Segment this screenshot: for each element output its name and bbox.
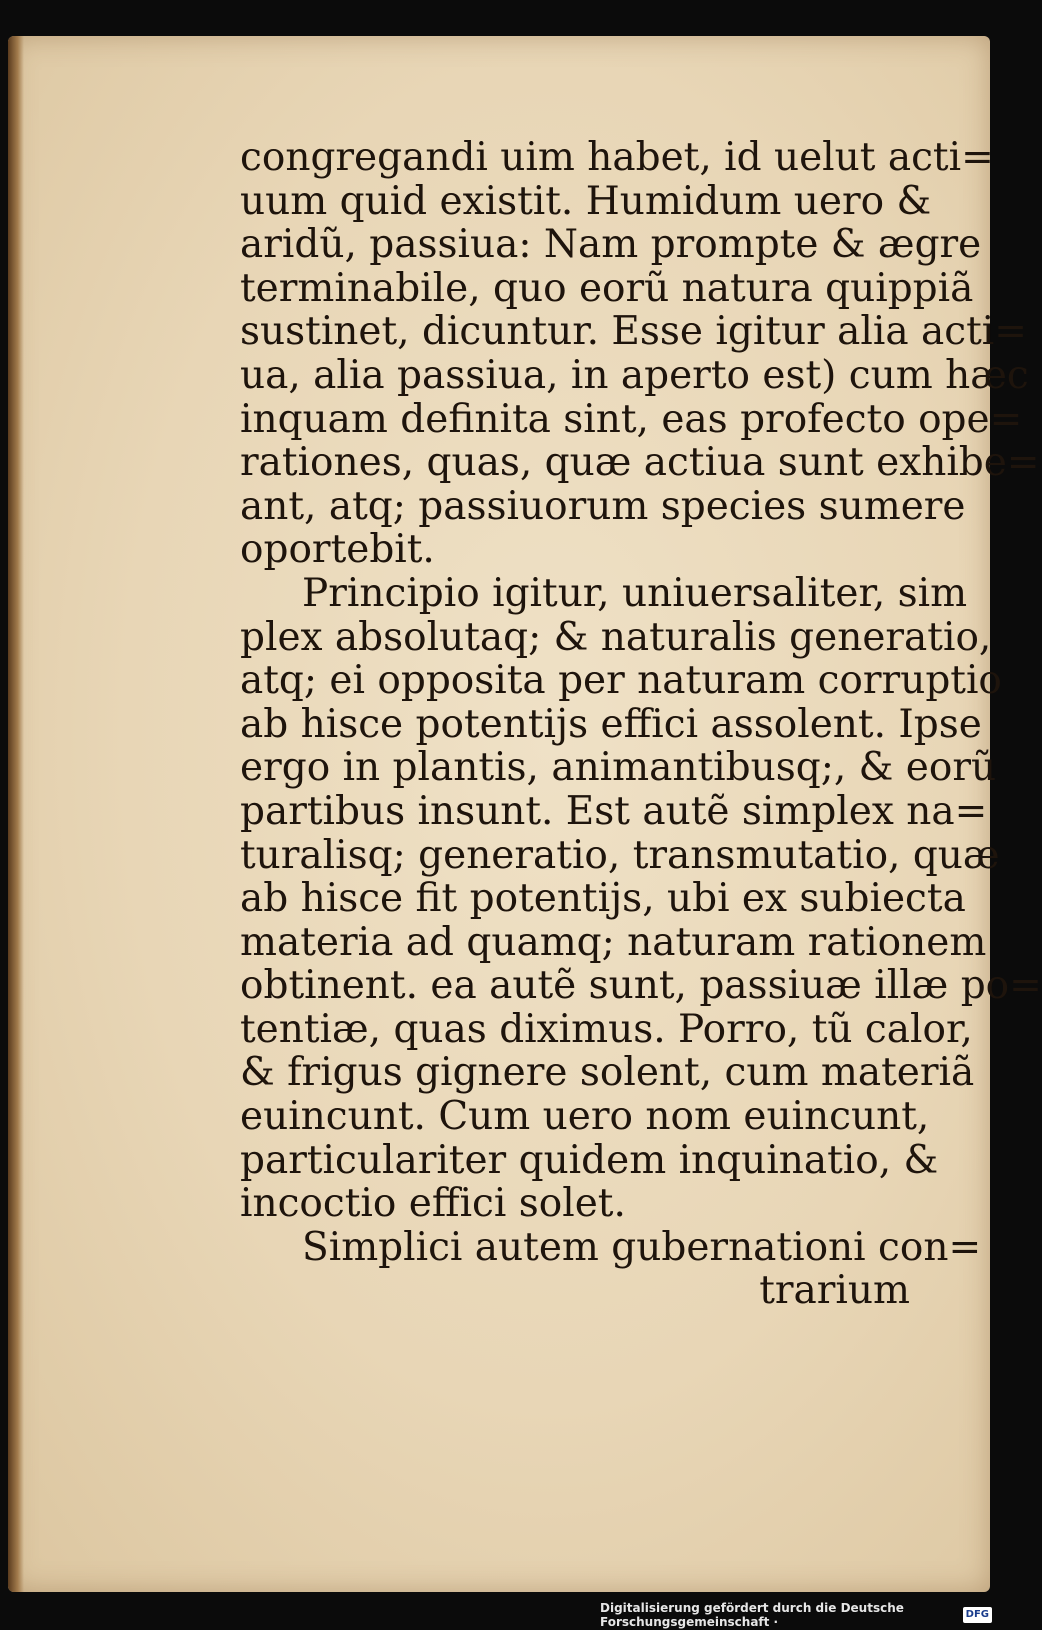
text-line: ab hisce fit potentijs, ubi ex subiecta [240, 876, 966, 922]
text-line: partibus insunt. Est autẽ simplex na= [240, 788, 988, 834]
page-binding-edge [8, 36, 24, 1592]
text-line: aridũ, passiua: Nam prompte & ægre [240, 222, 982, 268]
text-line: inquam definita sint, eas profecto ope= [240, 396, 1023, 442]
text-line: incoctio effici solet. [240, 1181, 626, 1227]
text-line: tentiæ, quas diximus. Porro, tũ calor, [240, 1006, 973, 1052]
text-line: turalisq; generatio, transmutatio, quæ [240, 832, 1000, 878]
text-line: rationes, quas, quæ actiua sunt exhibe= [240, 440, 1040, 486]
text-line: materia ad quamq; naturam rationem [240, 919, 987, 965]
text-line: uum quid existit. Humidum uero & [240, 178, 932, 224]
text-line: congregandi uim habet, id uelut acti= [240, 135, 994, 180]
text-line: ab hisce potentijs effici assolent. Ipse [240, 701, 982, 747]
credit-text: Digitalisierung gefördert durch die Deutsche Forschungsgemeinschaft · [600, 1601, 904, 1629]
text-line: plex absolutaq; & naturalis generatio, [240, 614, 992, 660]
text-line: oportebit. [240, 527, 435, 573]
text-line: ua, alia passiua, in aperto est) cum hæc [240, 352, 1029, 398]
text-line: Simplici autem gubernationi con= [302, 1224, 982, 1270]
text-line: obtinent. ea autẽ sunt, passiuæ illæ po= [240, 963, 1042, 1009]
text-line: sustinet, dicuntur. Esse igitur alia acti= [240, 309, 1027, 355]
text-line: euincunt. Cum uero nom euincunt, [240, 1094, 930, 1140]
digitization-credit [600, 1601, 992, 1629]
text-line: trarium [759, 1268, 910, 1314]
book-page [8, 36, 1042, 1592]
text-line: terminabile, quo eorũ natura quippiã [240, 265, 974, 311]
dfg-logo: DFG [963, 1607, 992, 1623]
text-line: ant, atq; passiuorum species sumere [240, 483, 966, 529]
text-line: particulariter quidem inquinatio, & [240, 1137, 939, 1183]
text-line: Principio igitur, uniuersaliter, sim [302, 570, 968, 616]
text-line: ergo in plantis, animantibusq;, & eorũ [240, 745, 997, 791]
text-line: & frigus gignere solent, cum materiã [240, 1050, 975, 1096]
page-text-block [240, 135, 1042, 1314]
text-line: atq; ei opposita per naturam corruptio [240, 658, 1002, 704]
